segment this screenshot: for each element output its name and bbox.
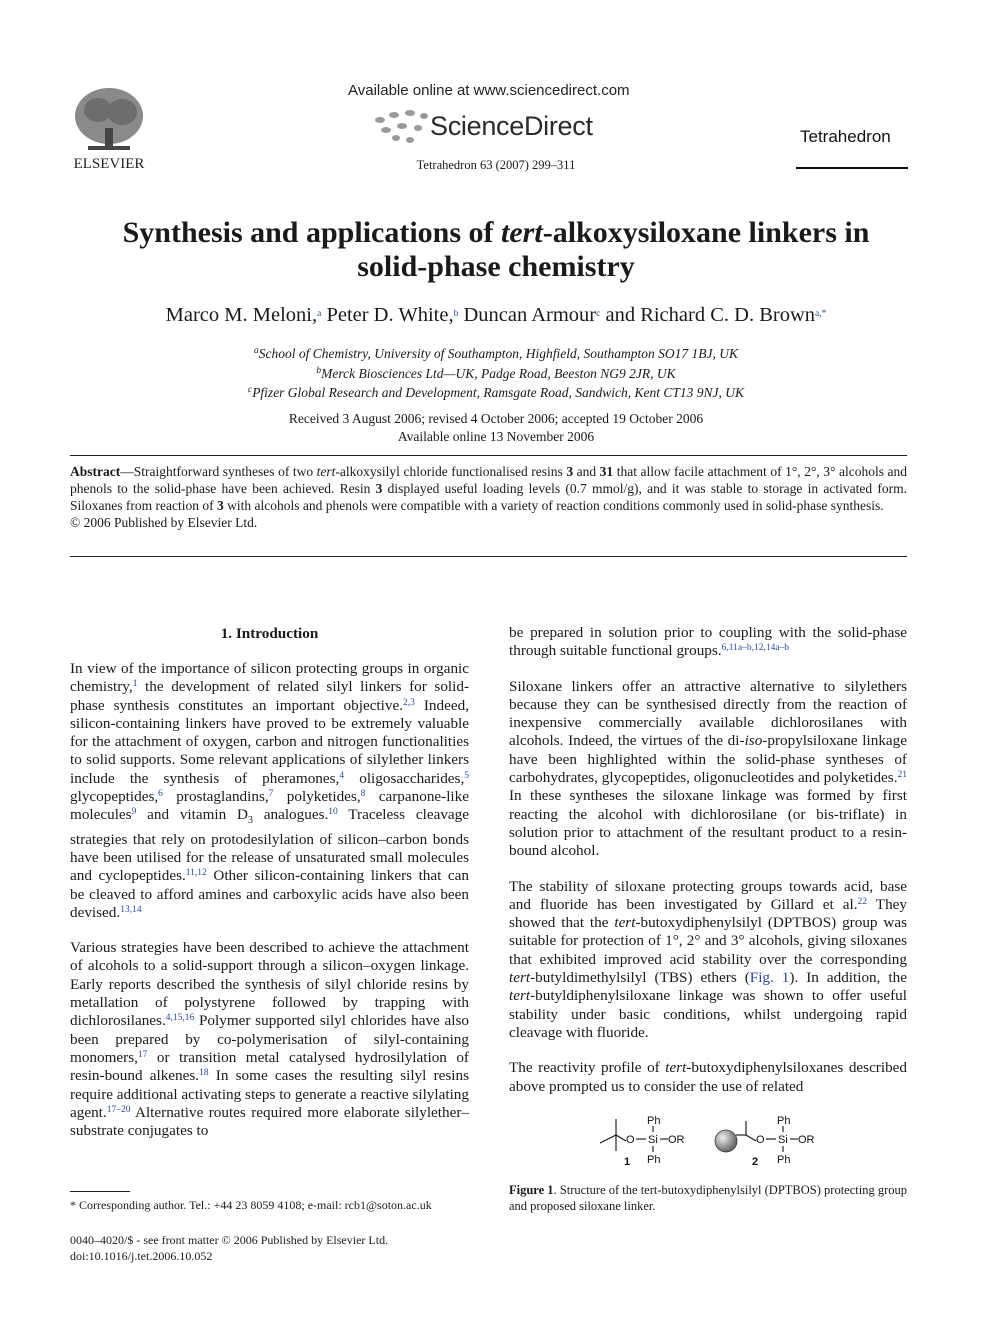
compound-label-2: 2 [752, 1156, 759, 1168]
phenyl-label: Ph [647, 1115, 661, 1127]
corresponding-author-footnote: * Corresponding author. Tel.: +44 23 8059 4108; e-mail: rcb1@soton.ac.uk [70, 1198, 432, 1212]
article-title: Synthesis and applications of tert-alkoxysiloxane linkers in solid-phase chemistry [122, 216, 870, 283]
paragraph: Various strategies have been described to achieve the attachment of alcohols to a solid-support through a silicon–oxygen linkage. Early reports described the synthesis of silyl chloride resins by metallation of polystyrene followed by trapping with dichlorosilanes.$^{4,15,16}$ Polymer supported silyl chlorides have also been prepared by co-polymerisation of silyl-containing monomers,$^{17}$ or transition metal catalysed hydrosilylation of resin-bound alkenes.$^{18}$ In some cases the resulting silyl resins require additional activating steps to generate a reactive silylating agent.$^{17-20}$ Alternative routes required more elaborate silylether–substrate conjugates to [70, 939, 469, 1140]
author: Peter D. White, [326, 304, 454, 326]
svg-text:Ph: Ph [777, 1115, 791, 1127]
article-dates [0, 410, 992, 445]
svg-text:Ph: Ph [777, 1154, 791, 1166]
available-date: Available online 13 November 2006 [397, 428, 595, 444]
author-affil-marker: c [596, 309, 601, 319]
affiliations [0, 344, 992, 403]
abstract-top-rule [70, 455, 907, 456]
author-list [0, 304, 992, 327]
phenyl-label: Ph [647, 1154, 661, 1166]
column-left [70, 660, 469, 1157]
footnote-rule [70, 1191, 130, 1192]
abstract-bottom-rule [70, 556, 907, 557]
copyright: © 2006 Published by Elsevier Ltd. [70, 515, 258, 530]
figure-1-structures [596, 1113, 826, 1173]
compound-label-1: 1 [624, 1156, 631, 1168]
silicon-label: Si [648, 1134, 658, 1146]
figure-caption: Figure 1. Structure of the tert-butoxydiphenylsilyl (DPTBOS) protecting group and proposed siloxane linker. [509, 1183, 907, 1213]
figure-link[interactable]: Fig. 1 [749, 969, 790, 987]
resin-bead-icon [715, 1130, 737, 1152]
abstract: Abstract—Straightforward syntheses of two tert-alkoxysilyl chloride functionalised resins 3 and 31 that allow facile attachment of 1°, 2°, 3° alcohols and phenols to the solid-phase have been achieved. Resin 3 displayed useful loading levels (0.7 mmol/g), and it was stable to storage in activated form. Siloxanes from reaction of 3 with alcohols and phenols were compatible with a variety of reaction conditions commonly used in solid-phase synthesis. © 2006 Published by Elsevier Ltd. [70, 464, 908, 530]
author: Duncan Armour [463, 304, 597, 326]
svg-text:OR: OR [798, 1134, 815, 1146]
journal-name: Tetrahedron [800, 127, 891, 146]
journal-citation: Tetrahedron 63 (2007) 299–311 [416, 158, 576, 172]
doi-link[interactable]: doi:10.1016/j.tet.2006.10.052 [70, 1249, 213, 1263]
svg-text:O: O [756, 1134, 765, 1146]
or-label: OR [668, 1134, 685, 1146]
section-heading: 1. Introduction [220, 625, 319, 642]
paragraph: Siloxane linkers offer an attractive alternative to silylethers because they can be synthesised directly from the reaction of inexpensive commercially available dichlorosilanes with alcohols. Indeed, the virtues of the di-iso-propylsiloxane linkage have been highlighted within the solid-phase syntheses of carbohydrates, glycopeptides, oligonucleotides and polyketides.$^{21}$ In these syntheses the siloxane linkage was formed by first reacting the alcohol with dichlorosilane (or bis-triflate) in solution prior to attachment of the resultant product to a resin-bound alcohol. [509, 677, 907, 860]
column-right [509, 624, 907, 1113]
paragraph: The reactivity profile of tert-butoxydiphenylsiloxanes described above prompted us to consider the use of related [509, 1059, 908, 1095]
affiliation: $^a$School of Chemistry, University of Southampton, Highfield, Southampton SO17 1BJ, UK [254, 346, 738, 361]
received-dates: Received 3 August 2006; revised 4 October 2006; accepted 19 October 2006 [288, 411, 704, 426]
available-online-text: Available online at www.sciencedirect.com [348, 82, 630, 99]
author: and Richard C. D. Brown [605, 304, 815, 326]
issn-line: 0040–4020/$ - see front matter © 2006 Published by Elsevier Ltd. [70, 1233, 389, 1247]
author-affil-marker: a,* [815, 309, 827, 319]
affiliation: $^c$Pfizer Global Research and Development, Ramsgate Road, Sandwich, Kent CT13 9NJ, UK [247, 385, 745, 400]
journal-rule [796, 167, 908, 169]
oxygen-label: O [626, 1134, 635, 1146]
svg-text:Si: Si [778, 1134, 788, 1146]
paragraph: be prepared in solution prior to coupling with the solid-phase through suitable functional groups.$^{6,11a-b,12,14a-b}$ [509, 624, 907, 660]
author-affil-marker: a [317, 309, 322, 319]
author-affil-marker: b [453, 309, 459, 319]
author: Marco M. Meloni, [165, 304, 318, 326]
paragraph: The stability of siloxane protecting groups towards acid, base and fluoride has been investigated by Gillard et al.$^{22}$ They showed that the tert-butoxydiphenylsilyl (DPTBOS) group was suitable for protection of 1°, 2° and 3° alcohols, giving siloxanes that exhibited improved acid stability over the corresponding tert-butyldimethylsilyl (TBS) ethers (Fig. 1). In addition, the tert-butyldiphenylsiloxane linkage was shown to offer useful stability under basic conditions, whilst undergoing rapid cleavage with fluoride. [509, 877, 907, 1041]
sciencedirect-wordmark: ScienceDirect [430, 111, 593, 141]
front-matter [70, 1232, 388, 1264]
paragraph: In view of the importance of silicon protecting groups in organic chemistry,$^1$ the development of related silyl linkers for solid-phase synthesis constitutes an important objective.$^{2,3}$ Indeed, silicon-containing linkers have proved to be extremely valuable for the attachment of oxygen, carbon and nitrogen functionalities to solid supports. Some relevant applications of silylether linkers include the synthesis of pheramones,$^4$ oligosaccharides,$^5$ glycopeptides,$^6$ prostaglandins,$^7$ polyketides,$^8$ carpanone-like molecules$^9$ and vitamin $D_3$ analogues.$^{10}$ Traceless cleavage strategies that rely on protodesilylation of silicon–carbon bonds have been utilised for the release of unsaturated small molecules and cyclopeptides.$^{11,12}$ Other silicon-containing linkers that can be cleaved to afford amines and carboxylic acids have also been devised.$^{13,14}$ [70, 660, 469, 921]
publisher-name: ELSEVIER [73, 156, 145, 172]
affiliation: $^b$Merck Biosciences Ltd—UK, Padge Road, Beeston NG9 2JR, UK [316, 365, 676, 381]
